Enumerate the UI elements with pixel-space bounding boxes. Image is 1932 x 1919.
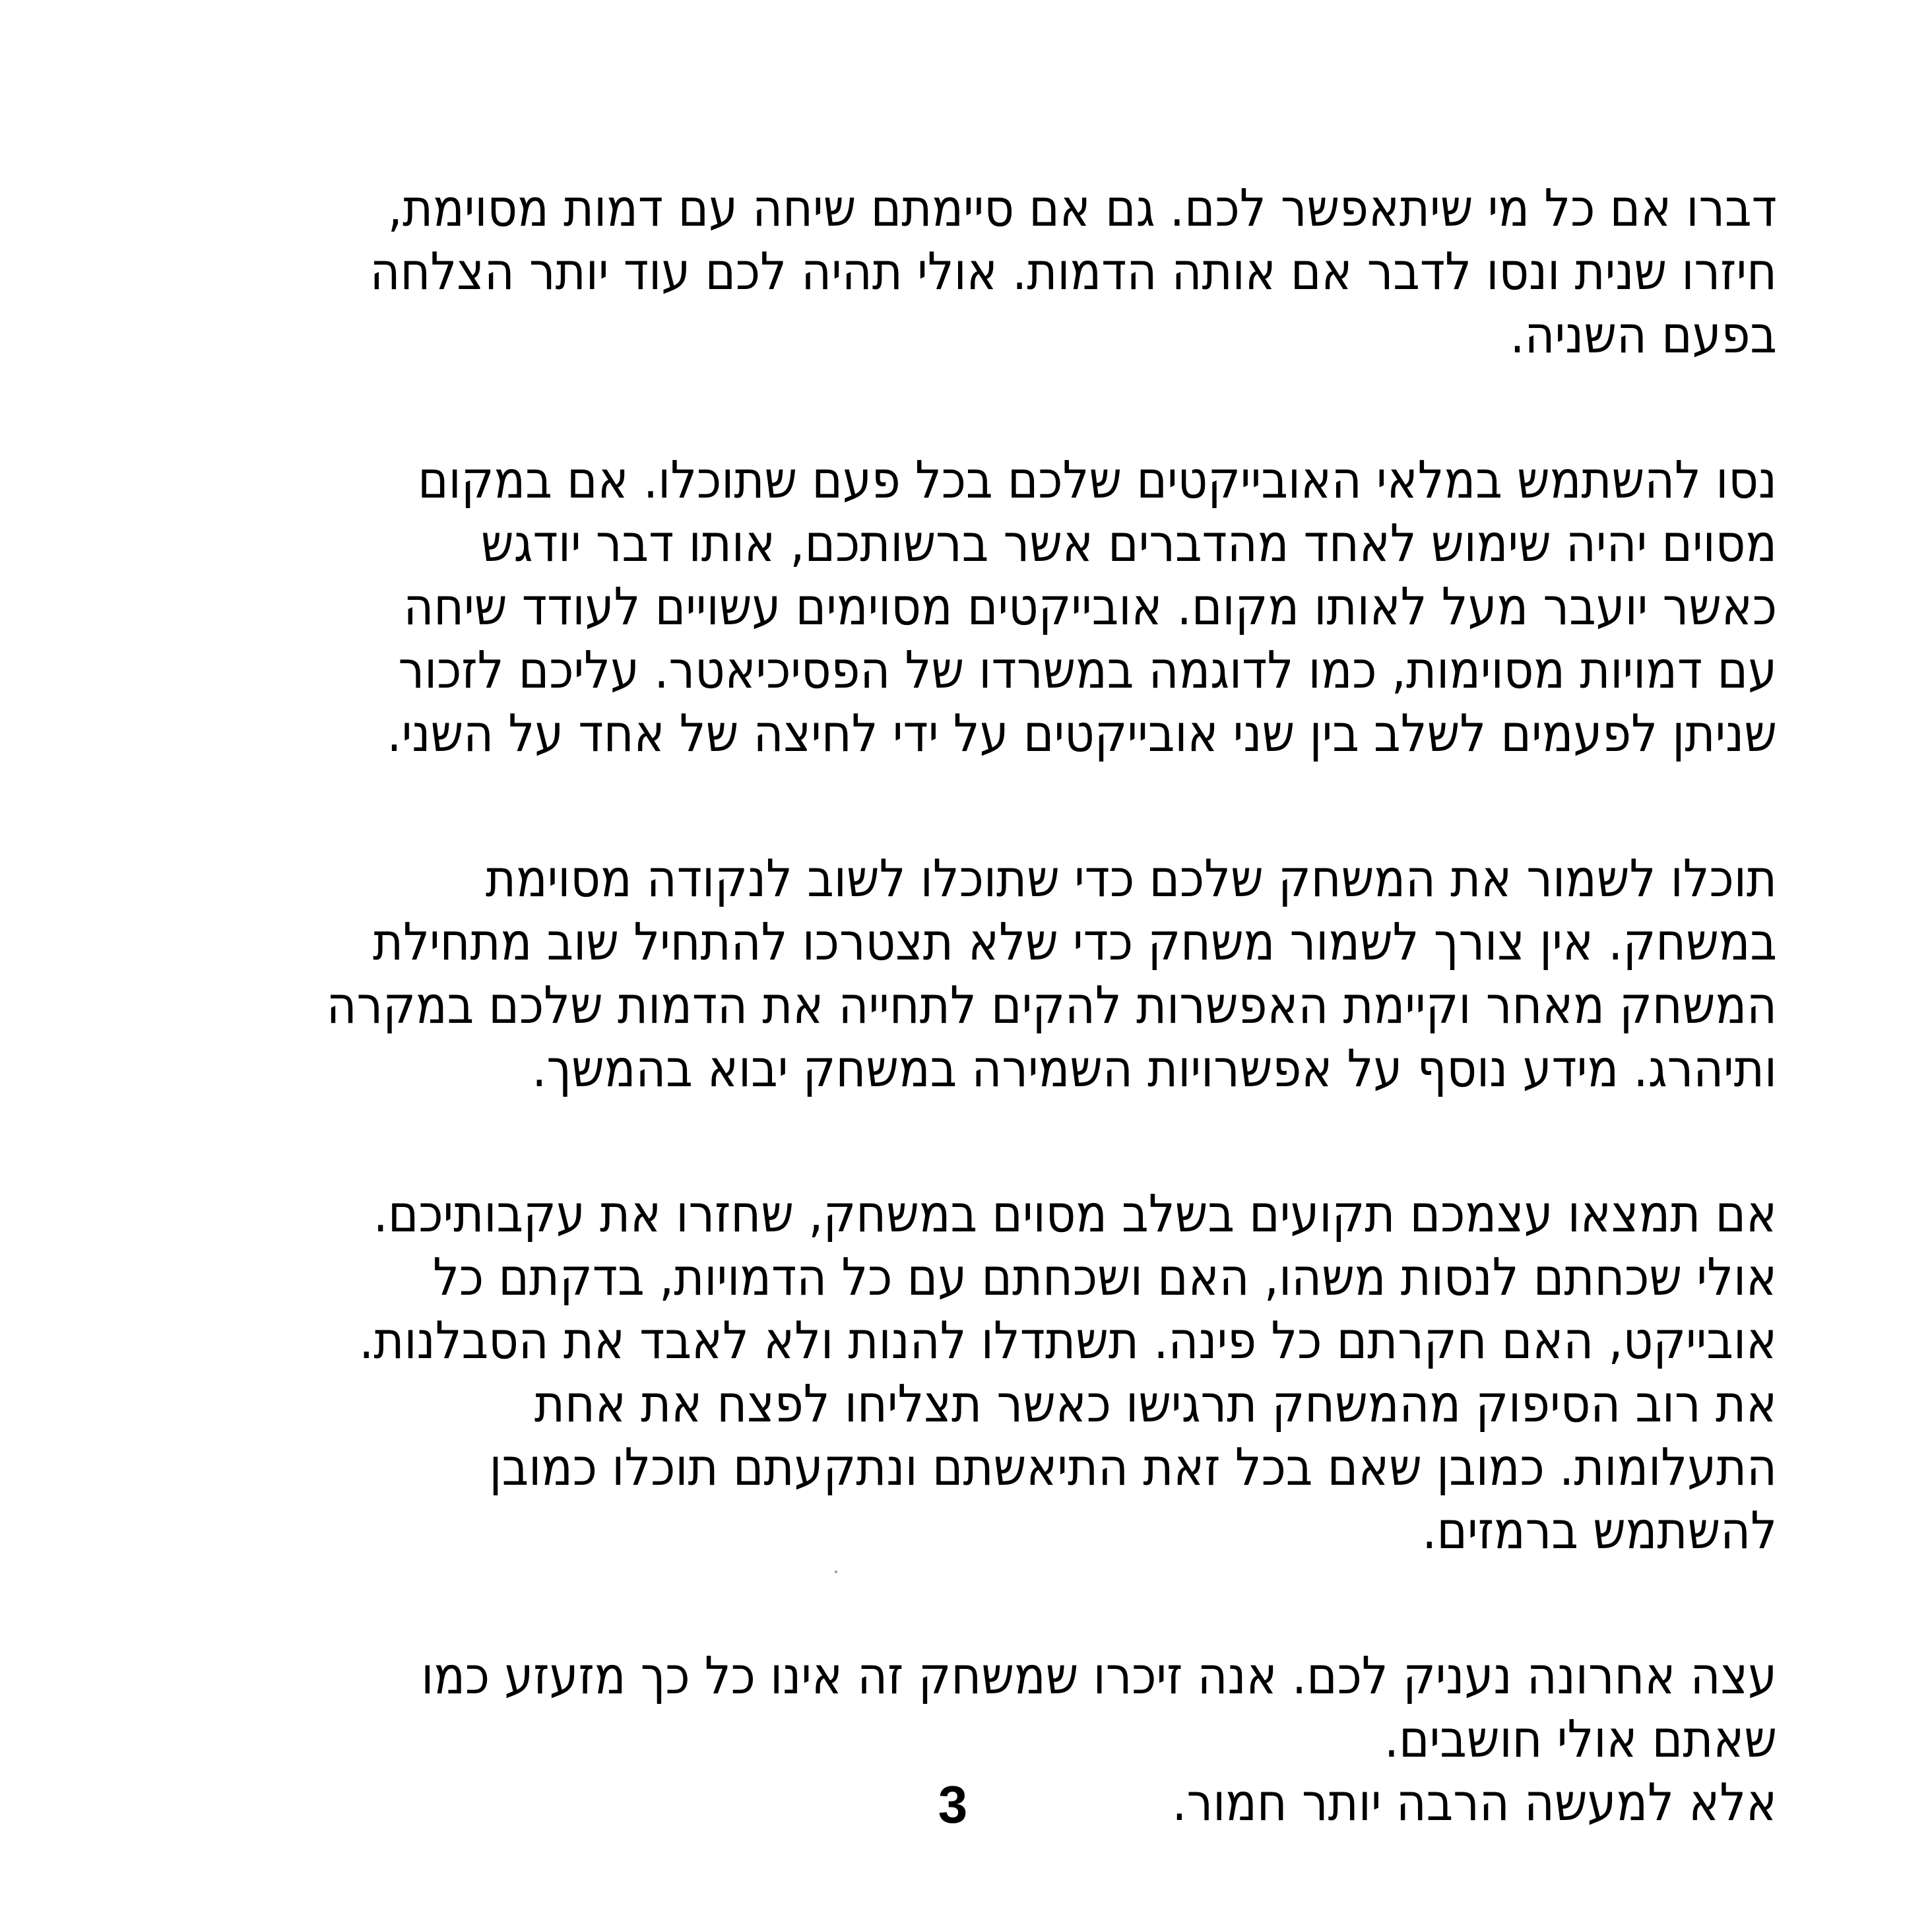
text-line: עם דמויות מסוימות, כמו לדוגמה במשרדו של הפסיכיאטר. עליכם לזכור: [398, 641, 1777, 700]
paragraph-talk-to-everyone: [135, 177, 1777, 367]
text-line: כאשר יועבר מעל לאותו מקום. אובייקטים מסוימים עשויים לעודד שיחה: [403, 577, 1777, 637]
text-line: התעלומות. כמובן שאם בכל זאת התיאשתם ונתקעתם תוכלו כמובן: [489, 1438, 1777, 1497]
text-line: תוכלו לשמור את המשחק שלכם כדי שתוכלו לשוב לנקודה מסוימת: [485, 849, 1777, 909]
text-line: להשתמש ברמזים.: [1422, 1501, 1777, 1561]
text-line: אובייקט, האם חקרתם כל פינה. תשתדלו להנות ולא לאבד את הסבלנות.: [359, 1311, 1777, 1371]
text-line: נסו להשתמש במלאי האובייקטים שלכם בכל פעם שתוכלו. אם במקום: [418, 451, 1777, 510]
text-line: אלא למעשה הרבה יותר חמור.: [1172, 1773, 1777, 1833]
paragraph-gap: [135, 765, 1777, 847]
text-line: חיזרו שנית ונסו לדבר אם אותה הדמות. אולי תהיה לכם עוד יותר הצלחה: [370, 242, 1777, 302]
paragraph-gap: [135, 1563, 1777, 1644]
text-line: עצה אחרונה נעניק לכם. אנה זיכרו שמשחק זה אינו כל כך מזעזע כמו: [421, 1646, 1777, 1706]
text-line: מסוים יהיה שימוש לאחד מהדברים אשר ברשותכם, אותו דבר יודגש: [480, 514, 1777, 573]
paragraph-stuck-advice: [135, 1183, 1777, 1563]
text-line: שאתם אולי חושבים.: [1384, 1710, 1777, 1769]
text-line: אם תמצאו עצמכם תקועים בשלב מסוים במשחק, שחזרו את עקבותיכם.: [373, 1185, 1777, 1244]
text-line: במשחק. אין צורך לשמור משחק כדי שלא תצטרכו להתחיל שוב מתחילת: [372, 913, 1777, 972]
text-line: את רוב הסיפוק מהמשחק תרגישו כאשר תצליחו לפצח את אחת: [534, 1375, 1777, 1434]
page-number: 3: [938, 1775, 968, 1834]
body-text: [135, 177, 1777, 1835]
paragraph-gap: [135, 1101, 1777, 1183]
paragraph-gap: [135, 367, 1777, 449]
scan-speck: [835, 1571, 837, 1573]
paragraph-save-game: [135, 847, 1777, 1101]
text-line: אולי שכחתם לנסות משהו, האם ושכחתם עם כל הדמויות, בדקתם כל: [433, 1248, 1777, 1307]
text-line: דברו אם כל מי שיתאפשר לכם. גם אם סיימתם שיחה עם דמות מסוימת,: [387, 179, 1777, 238]
paragraph-use-inventory: [135, 449, 1777, 765]
text-line: בפעם השניה.: [1510, 306, 1777, 365]
text-line: המשחק מאחר וקיימת האפשרות להקים לתחייה את הדמות שלכם במקרה: [326, 976, 1777, 1035]
text-line: ותיהרג. מידע נוסף על אפשרויות השמירה במשחק יבוא בהמשך.: [532, 1039, 1777, 1099]
text-line: שניתן לפעמים לשלב בין שני אובייקטים על ידי לחיצה של אחד על השני.: [387, 704, 1777, 764]
